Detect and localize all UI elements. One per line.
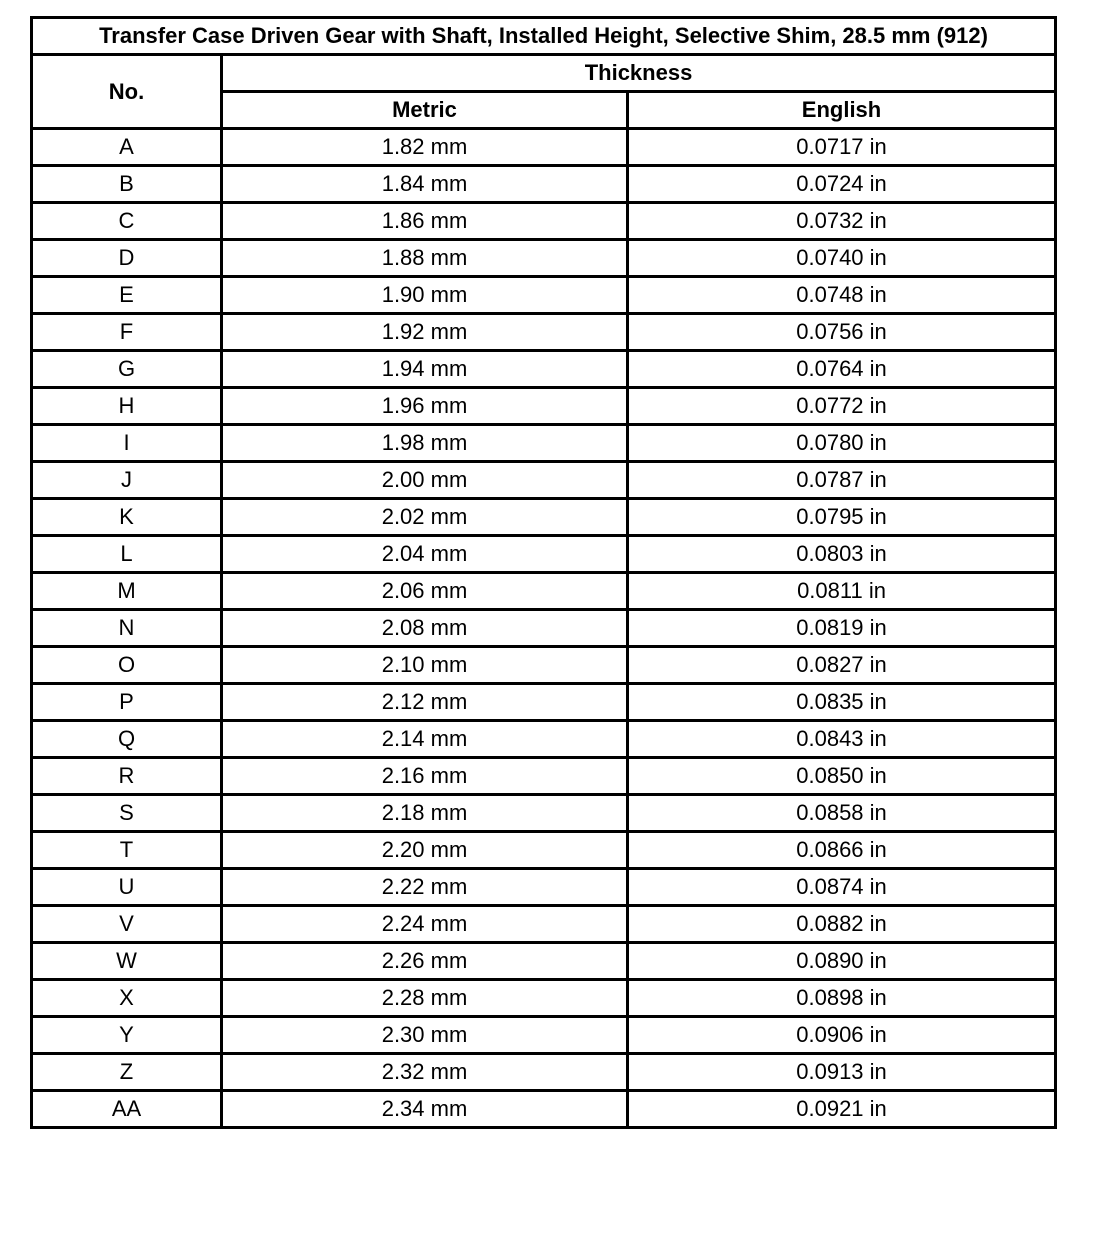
header-metric: Metric: [222, 92, 628, 129]
cell-metric: 2.20 mm: [222, 832, 628, 869]
cell-metric: 2.08 mm: [222, 610, 628, 647]
cell-no: C: [32, 203, 222, 240]
cell-metric: 1.82 mm: [222, 129, 628, 166]
table-row: [32, 166, 1056, 203]
cell-english: 0.0772 in: [628, 388, 1056, 425]
table-row: [32, 573, 1056, 610]
cell-english: 0.0724 in: [628, 166, 1056, 203]
table-row: [32, 1017, 1056, 1054]
cell-metric: 2.12 mm: [222, 684, 628, 721]
table-row: [32, 943, 1056, 980]
cell-english: 0.0921 in: [628, 1091, 1056, 1128]
table-body: [32, 129, 1056, 1128]
cell-english: 0.0740 in: [628, 240, 1056, 277]
cell-english: 0.0819 in: [628, 610, 1056, 647]
cell-metric: 2.02 mm: [222, 499, 628, 536]
table-row: [32, 240, 1056, 277]
cell-english: 0.0811 in: [628, 573, 1056, 610]
title-row: [32, 18, 1056, 55]
table-row: [32, 499, 1056, 536]
cell-no: E: [32, 277, 222, 314]
cell-no: O: [32, 647, 222, 684]
cell-english: 0.0748 in: [628, 277, 1056, 314]
cell-no: M: [32, 573, 222, 610]
cell-no: I: [32, 425, 222, 462]
cell-metric: 1.88 mm: [222, 240, 628, 277]
cell-metric: 1.84 mm: [222, 166, 628, 203]
header-no: No.: [32, 55, 222, 129]
table-row: [32, 721, 1056, 758]
table-row: [32, 129, 1056, 166]
header-english: English: [628, 92, 1056, 129]
cell-metric: 2.14 mm: [222, 721, 628, 758]
cell-no: Z: [32, 1054, 222, 1091]
table-head: [32, 18, 1056, 129]
cell-metric: 1.86 mm: [222, 203, 628, 240]
table-row: [32, 1091, 1056, 1128]
cell-english: 0.0787 in: [628, 462, 1056, 499]
cell-english: 0.0906 in: [628, 1017, 1056, 1054]
cell-metric: 2.00 mm: [222, 462, 628, 499]
table-row: [32, 314, 1056, 351]
cell-no: Y: [32, 1017, 222, 1054]
cell-metric: 1.92 mm: [222, 314, 628, 351]
cell-english: 0.0717 in: [628, 129, 1056, 166]
table-row: [32, 795, 1056, 832]
cell-metric: 2.32 mm: [222, 1054, 628, 1091]
cell-metric: 1.90 mm: [222, 277, 628, 314]
cell-english: 0.0764 in: [628, 351, 1056, 388]
cell-english: 0.0898 in: [628, 980, 1056, 1017]
cell-metric: 2.04 mm: [222, 536, 628, 573]
cell-english: 0.0756 in: [628, 314, 1056, 351]
cell-no: H: [32, 388, 222, 425]
cell-metric: 1.96 mm: [222, 388, 628, 425]
cell-english: 0.0913 in: [628, 1054, 1056, 1091]
cell-metric: 1.94 mm: [222, 351, 628, 388]
table-row: [32, 388, 1056, 425]
cell-metric: 2.24 mm: [222, 906, 628, 943]
cell-english: 0.0874 in: [628, 869, 1056, 906]
cell-english: 0.0890 in: [628, 943, 1056, 980]
cell-metric: 2.22 mm: [222, 869, 628, 906]
cell-no: G: [32, 351, 222, 388]
cell-english: 0.0732 in: [628, 203, 1056, 240]
cell-metric: 2.34 mm: [222, 1091, 628, 1128]
cell-english: 0.0795 in: [628, 499, 1056, 536]
cell-no: B: [32, 166, 222, 203]
table-row: [32, 869, 1056, 906]
cell-english: 0.0858 in: [628, 795, 1056, 832]
table-row: [32, 906, 1056, 943]
table-row: [32, 351, 1056, 388]
cell-metric: 2.16 mm: [222, 758, 628, 795]
table-row: [32, 980, 1056, 1017]
cell-no: R: [32, 758, 222, 795]
cell-no: F: [32, 314, 222, 351]
table-row: [32, 1054, 1056, 1091]
table-row: [32, 758, 1056, 795]
cell-metric: 1.98 mm: [222, 425, 628, 462]
table-row: [32, 684, 1056, 721]
cell-no: J: [32, 462, 222, 499]
table-row: [32, 832, 1056, 869]
table-row: [32, 536, 1056, 573]
cell-metric: 2.28 mm: [222, 980, 628, 1017]
cell-no: AA: [32, 1091, 222, 1128]
cell-no: V: [32, 906, 222, 943]
cell-no: T: [32, 832, 222, 869]
shim-table: [30, 16, 1057, 1129]
table-row: [32, 610, 1056, 647]
cell-english: 0.0780 in: [628, 425, 1056, 462]
cell-english: 0.0843 in: [628, 721, 1056, 758]
cell-no: P: [32, 684, 222, 721]
cell-no: W: [32, 943, 222, 980]
cell-metric: 2.10 mm: [222, 647, 628, 684]
cell-metric: 2.30 mm: [222, 1017, 628, 1054]
cell-no: A: [32, 129, 222, 166]
table-row: [32, 203, 1056, 240]
cell-english: 0.0827 in: [628, 647, 1056, 684]
header-row-1: [32, 55, 1056, 92]
cell-no: L: [32, 536, 222, 573]
cell-metric: 2.18 mm: [222, 795, 628, 832]
cell-english: 0.0803 in: [628, 536, 1056, 573]
cell-english: 0.0835 in: [628, 684, 1056, 721]
cell-no: N: [32, 610, 222, 647]
table-row: [32, 277, 1056, 314]
table-row: [32, 462, 1056, 499]
cell-metric: 2.06 mm: [222, 573, 628, 610]
cell-english: 0.0850 in: [628, 758, 1056, 795]
cell-no: S: [32, 795, 222, 832]
cell-no: K: [32, 499, 222, 536]
table-row: [32, 647, 1056, 684]
cell-no: D: [32, 240, 222, 277]
header-thickness: Thickness: [222, 55, 1056, 92]
cell-metric: 2.26 mm: [222, 943, 628, 980]
table-title: Transfer Case Driven Gear with Shaft, Installed Height, Selective Shim, 28.5 mm (912): [32, 18, 1056, 55]
cell-no: U: [32, 869, 222, 906]
table-row: [32, 425, 1056, 462]
cell-no: Q: [32, 721, 222, 758]
cell-english: 0.0882 in: [628, 906, 1056, 943]
cell-no: X: [32, 980, 222, 1017]
cell-english: 0.0866 in: [628, 832, 1056, 869]
